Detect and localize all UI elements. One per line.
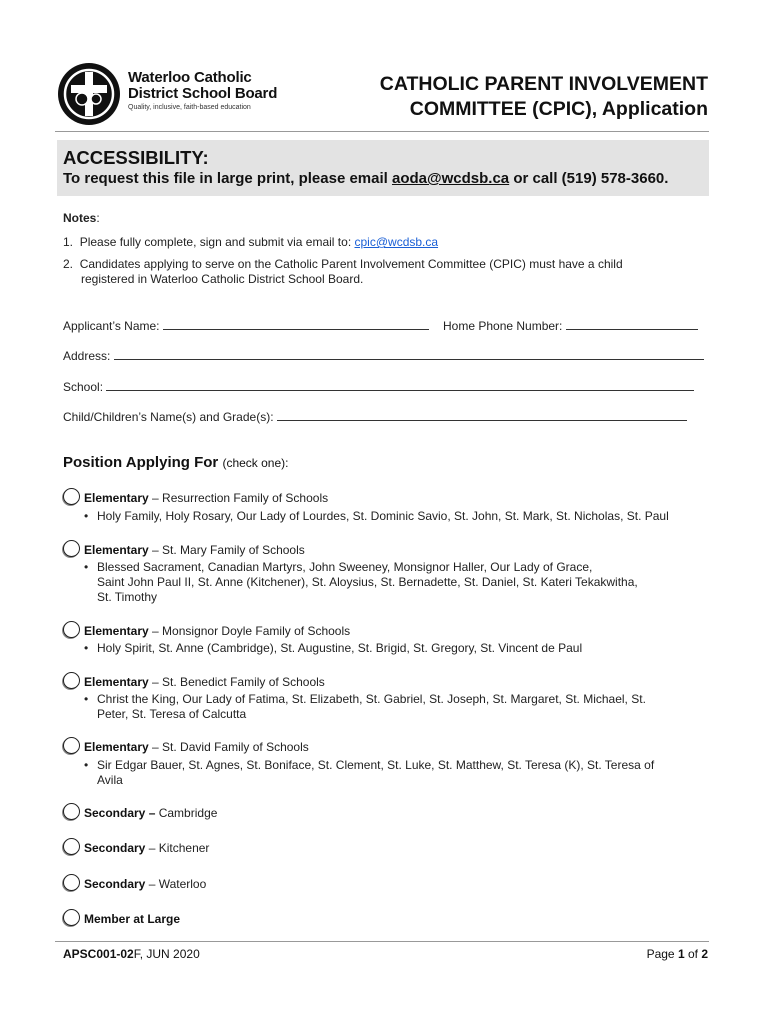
- applicant-name-row: [63, 318, 429, 333]
- radio-secondary-waterloo[interactable]: [63, 874, 80, 891]
- radio-st-benedict[interactable]: [63, 672, 80, 689]
- accessibility-heading: ACCESSIBILITY:: [63, 147, 209, 168]
- schools-monsignor-doyle: • Holy Spirit, St. Anne (Cambridge), St. Augustine, St. Brigid, St. Gregory, St. Vincent de Paul: [84, 641, 583, 655]
- applicant-name-field[interactable]: [163, 318, 429, 330]
- page-number: Page 1 of 2: [646, 947, 708, 961]
- note-2: 2. Candidates applying to serve on the Catholic Parent Involvement Committee (CPIC) must have a child registered in Waterloo Catholic District School Board.: [63, 257, 623, 286]
- accessibility-text: To request this file in large print, please email aoda@wcdsb.ca or call (519) 578-3660.: [63, 170, 669, 187]
- option-member-at-large: Member at Large: [84, 912, 181, 926]
- footer-divider: [55, 941, 709, 942]
- option-secondary-cambridge: Secondary – Cambridge: [84, 806, 218, 820]
- form-code: APSC001-02F, JUN 2020: [63, 947, 200, 961]
- cpic-email-link[interactable]: cpic@wcdsb.ca: [354, 235, 439, 249]
- option-secondary-waterloo: Secondary – Waterloo: [84, 877, 207, 891]
- cross-family-icon: [58, 63, 120, 125]
- children-field[interactable]: [277, 409, 687, 421]
- schools-st-david: • Sir Edgar Bauer, St. Agnes, St. Boniface, St. Clement, St. Luke, St. Matthew, St. Teresa (K), St. Teresa of Avila: [84, 758, 655, 787]
- address-field[interactable]: [114, 348, 704, 360]
- schools-st-benedict: • Christ the King, Our Lady of Fatima, St. Elizabeth, St. Gabriel, St. Joseph, St. Margaret, St. Michael, St. Peter, St. Teresa of Calcutta: [84, 692, 646, 721]
- radio-resurrection[interactable]: [63, 488, 80, 505]
- option-st-david: Elementary – St. David Family of Schools: [84, 740, 309, 754]
- option-secondary-kitchener: Secondary – Kitchener: [84, 841, 210, 855]
- schools-resurrection: • Holy Family, Holy Rosary, Our Lady of Lourdes, St. Dominic Savio, St. John, St. Mark, St. Nicholas, St. Paul: [84, 509, 669, 523]
- radio-secondary-cambridge[interactable]: [63, 803, 80, 820]
- school-label: School:: [63, 380, 104, 394]
- address-label: Address:: [63, 349, 111, 363]
- school-field[interactable]: [106, 379, 694, 391]
- address-row: [63, 348, 704, 363]
- board-tagline: Quality, inclusive, faith-based education: [128, 104, 251, 111]
- board-name: Waterloo Catholic District School Board: [128, 69, 278, 102]
- header-divider: [55, 131, 709, 132]
- radio-member-at-large[interactable]: [63, 909, 80, 926]
- option-resurrection: Elementary – Resurrection Family of Schools: [84, 491, 329, 505]
- school-row: [63, 379, 694, 394]
- children-row: [63, 409, 687, 424]
- page-title: CATHOLIC PARENT INVOLVEMENT COMMITTEE (CPIC), Application: [379, 73, 708, 120]
- radio-st-mary[interactable]: [63, 540, 80, 557]
- board-logo: [58, 63, 120, 125]
- accessibility-email-link[interactable]: aoda@wcdsb.ca: [391, 170, 510, 187]
- option-monsignor-doyle: Elementary – Monsignor Doyle Family of Schools: [84, 624, 351, 638]
- position-heading: Position Applying For (check one):: [63, 454, 289, 471]
- radio-monsignor-doyle[interactable]: [63, 621, 80, 638]
- children-label: Child/Children’s Name(s) and Grade(s):: [63, 410, 274, 424]
- home-phone-row: [443, 318, 698, 333]
- option-st-mary: Elementary – St. Mary Family of Schools: [84, 543, 305, 557]
- schools-st-mary: • Blessed Sacrament, Canadian Martyrs, John Sweeney, Monsignor Haller, Our Lady of Grace, Saint John Paul II, St. Anne (Kitchener), St. Aloysius, St. Bernadette, St. Daniel, St. Kateri Tekakwitha, St. Timothy: [84, 560, 638, 604]
- radio-secondary-kitchener[interactable]: [63, 838, 80, 855]
- note-1: 1. Please fully complete, sign and submit via email to: cpic@wcdsb.ca: [63, 235, 439, 249]
- applicant-name-label: Applicant’s Name:: [63, 319, 160, 333]
- notes-heading: Notes:: [63, 211, 100, 225]
- home-phone-field[interactable]: [566, 318, 698, 330]
- home-phone-label: Home Phone Number:: [443, 319, 563, 333]
- radio-st-david[interactable]: [63, 737, 80, 754]
- option-st-benedict: Elementary – St. Benedict Family of Schools: [84, 675, 325, 689]
